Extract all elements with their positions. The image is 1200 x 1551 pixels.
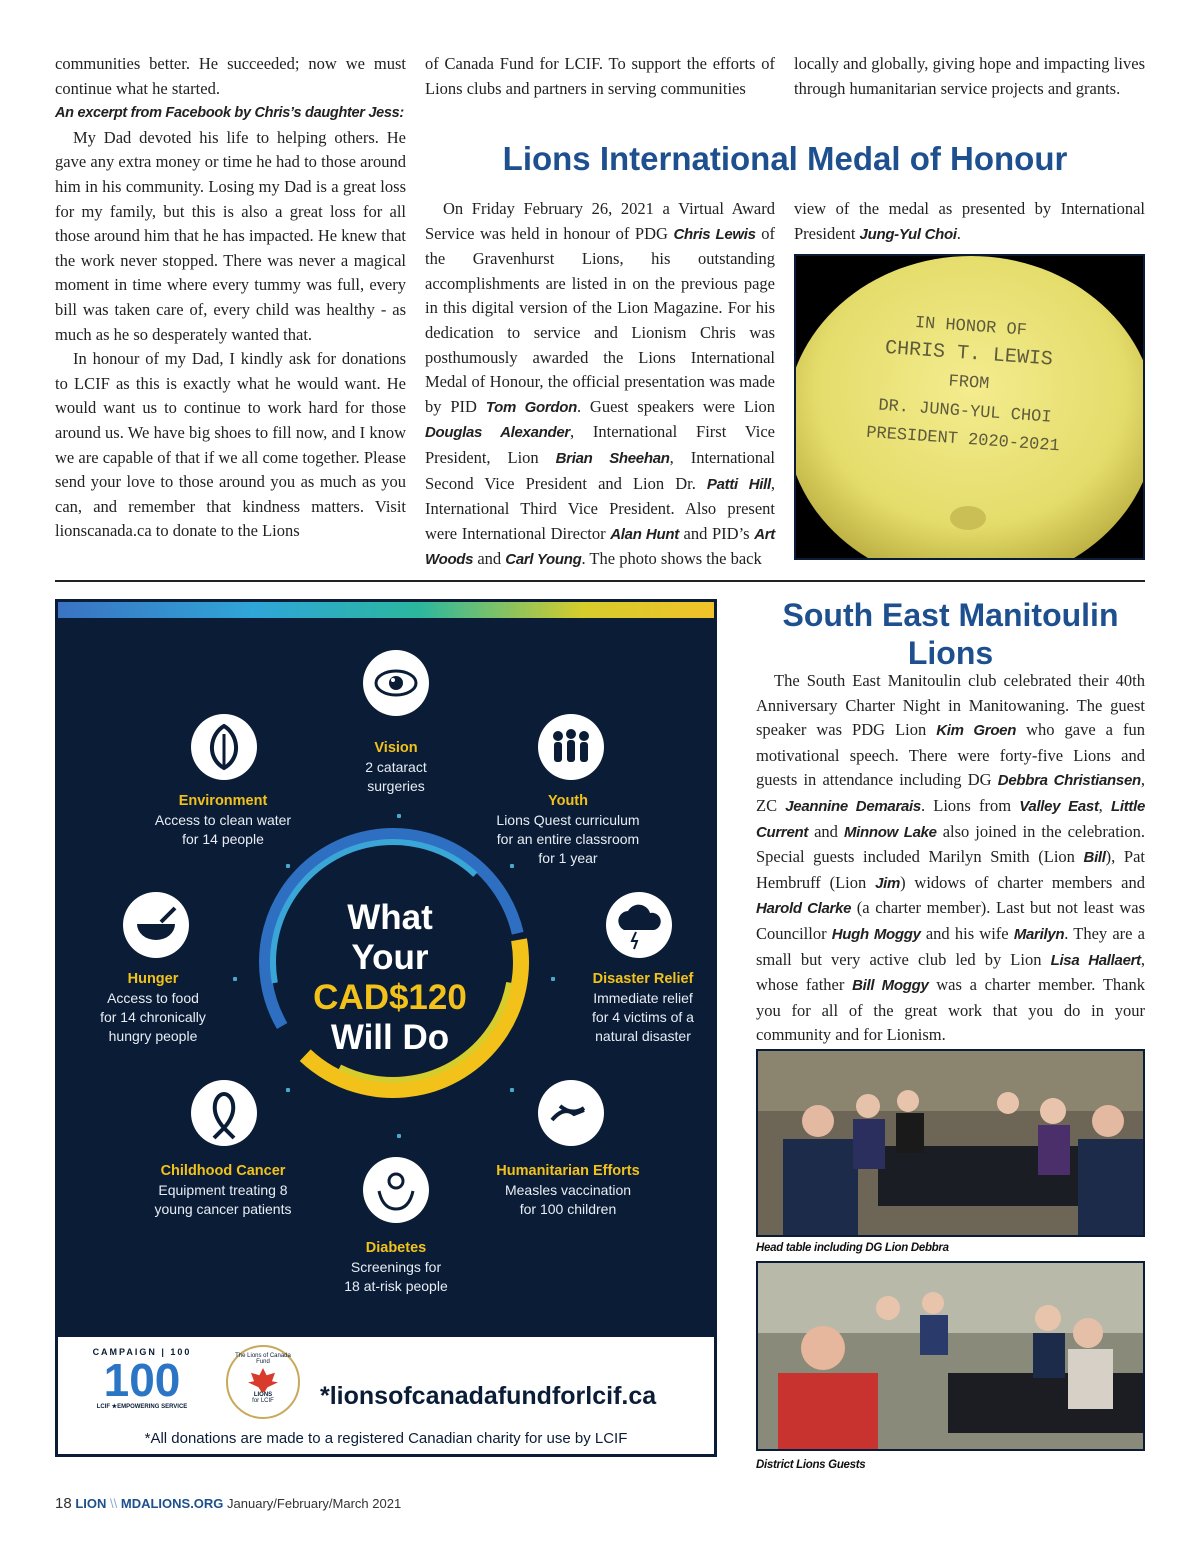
connector-dot [397,814,401,818]
maple-leaf-icon [248,1368,278,1392]
column-1 [55,52,406,544]
connector-dot [551,977,555,981]
leaf-icon [191,714,257,780]
center-line-1: What [347,898,433,937]
medal-heading: Lions International Medal of Honour [502,140,1068,177]
medal-image [796,256,1143,558]
head-table-photo [756,1049,1145,1237]
medal-paragraph-continued: view of the medal as presented by International President Jung-Yul Choi. [794,199,1145,243]
connector-dot [286,864,290,868]
column-3-top [794,52,1145,101]
campaign-100-logo: CAMPAIGN | 100 100 LCIF ★EMPOWERING SERVICE [92,1347,192,1410]
district-guests-photo [756,1261,1145,1451]
engraving-line-5: PRESIDENT 2020-2021 [865,423,1061,457]
sem-body [756,669,1145,1048]
node-hunger: Hunger Access to food for 14 chronically hungry people [100,971,206,1044]
node-vision: Vision 2 cataract surgeries [365,740,427,794]
page-number: 18 [55,1495,72,1512]
node-youth: Youth Lions Quest curriculum for an entire classroom for 1 year [496,793,640,866]
bowl-icon [123,892,189,958]
col1-paragraph-2: In honour of my Dad, I kindly ask for donations to LCIF as this is exactly what he would want. He would want us to continue to work hard for those around us. We have big shoes to fill now, and I know we are capable of that if we all come together. Please send your love to those around you as much as you can, and remember that kindness matters. Visit lionscanada.ca to donate to the Lions [55,349,406,541]
node-childhood-cancer: Childhood Cancer Equipment treating 8 young cancer patients [154,1163,292,1217]
footer-separator: \\ [110,1496,118,1511]
section-divider [55,580,1145,582]
page-footer [55,1495,401,1512]
engraving-line-4: DR. JUNG-YUL CHOI [877,396,1053,428]
node-environment: Environment Access to clean water for 14 people [154,793,292,847]
excerpt-heading: An excerpt from Facebook by Chris’s daughter Jess: [55,105,404,122]
ad-center-text [300,898,480,1058]
lions-canada-seal: The Lions of Canada Fund LIONS for LCIF [226,1345,300,1419]
medal-body [425,197,775,573]
helping-hands-icon [538,1080,604,1146]
website-link[interactable]: MDALIONS.ORG [120,1496,224,1511]
storm-cloud-icon [606,892,672,958]
node-humanitarian-efforts: Humanitarian Efforts Measles vaccination for 100 children [496,1163,640,1217]
col2-top-text: of Canada Fund for LCIF. To support the efforts of Lions clubs and partners in serving communities [425,54,775,98]
center-line-2: Your [351,938,429,977]
center-line-3: Will Do [330,1018,450,1057]
lcif-advertisement [55,599,717,1457]
children-icon [538,714,604,780]
caption-district-guests: District Lions Guests [756,1459,866,1471]
connector-dot [510,864,514,868]
donation-note: *All donations are made to a registered Canadian charity for use by LCIF [144,1430,628,1447]
engraving-line-1: IN HONOR OF [914,313,1028,341]
node-diabetes: Diabetes Screenings for 18 at-risk people [344,1240,448,1294]
connector-dot [233,977,237,981]
center-amount: CAD$120 [313,978,467,1017]
magazine-name: LION [75,1496,107,1511]
sem-heading: South East Manitoulin Lions [782,597,1119,671]
col3-top-text: locally and globally, giving hope and impacting lives through humanitarian service projects and grants. [794,54,1145,98]
engraving-line-2: CHRIS T. LEWIS [884,336,1054,372]
col1-paragraph-1: My Dad devoted his life to helping others. He gave any extra money or time he had to those around him in his community. Losing my Dad is a great loss for my family, but this is also a great loss for all those around him that he has impacted. He knew that the work never stopped. There was never a magical moment in time where every tummy was full, every bill was taken care of, every child was healthy - as much as he so desperately wanted that. [55,127,406,344]
medal-paragraph: On Friday February 26, 2021 a Virtual Award Service was held in honour of PDG Chris Lewis of the Gravenhurst Lions, his outstanding accomplishments are listed in on the previous page in this digital version of the Lion Magazine. For his dedication to service and Lionism Chris was posthumously awarded the Lions International Medal of Honour, the official presentation was made by PID Tom Gordon. Guest speakers were Lion Douglas Alexander, International First Vice President, Lion Brian Sheehan, International Second Vice President and Lion Dr. Patti Hill, International Third Vice President. Also present were International Director Alan Hunt and PID’s Art Woods and Carl Young. The photo shows the back [425,199,776,569]
col1-top-text: communities better. He succeeded; now we must continue what he started. [55,54,406,98]
engraving-line-3: FROM [947,372,990,395]
node-disaster-relief: Disaster Relief Immediate relief for 4 victims of a natural disaster [592,971,694,1044]
issue-date: January/February/March 2021 [227,1496,402,1511]
care-hands-icon [363,1157,429,1223]
medal-body-continued [794,197,1145,247]
eye-icon [363,650,429,716]
caption-head-table: Head table including DG Lion Debbra [756,1242,949,1254]
connector-dot [397,1134,401,1138]
ad-color-strip [58,602,714,618]
medal-photo [794,254,1145,560]
connector-dot [286,1088,290,1092]
donation-url[interactable]: *lionsofcanadafundforlcif.ca [320,1382,657,1410]
ribbon-icon [191,1080,257,1146]
connector-dot [510,1088,514,1092]
column-2-top [425,52,775,101]
sem-paragraph: The South East Manitoulin club celebrated their 40th Anniversary Charter Night in Manitowaning. The guest speaker was PDG Lion Kim Groen who gave a fun motivational speech. There were forty-five Lions and guests in attendance including DG Debbra Christiansen, ZC Jeannine Demarais. Lions from Valley East, Little Current and Minnow Lake also joined in the celebration. Special guests included Marilyn Smith (Lion Bill), Pat Hembruff (Lion Jim) widows of charter members and Harold Clarke (a charter member). Last but not least was Councillor Hugh Moggy and his wife Marilyn. They are a small but very active club led by Lion Lisa Hallaert, whose father Bill Moggy was a charter member. Thank you for all of the great work that you do in your community and for Lionism. [756,671,1146,1045]
